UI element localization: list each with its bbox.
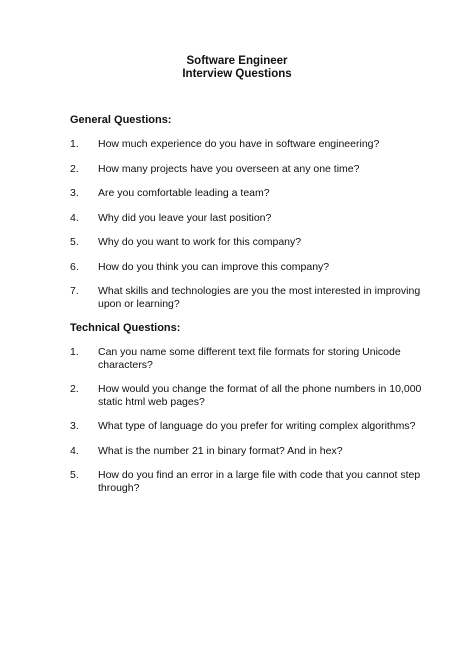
question-text: Can you name some different text file formats for storing Unicode characters? <box>98 346 401 371</box>
question-text: Why do you want to work for this company? <box>98 236 302 248</box>
technical-question-item <box>70 420 430 433</box>
technical-question-item <box>70 383 430 408</box>
question-number: 3. <box>70 187 79 199</box>
general-question-item <box>70 261 430 274</box>
title-line-1: Software Engineer <box>186 55 288 67</box>
question-text: Are you comfortable leading a team? <box>98 187 270 199</box>
question-number: 1. <box>70 346 79 358</box>
question-number: 3. <box>70 420 79 432</box>
technical-question-item <box>70 469 430 494</box>
question-text: What skills and technologies are you the most interested in improving upon or learning? <box>98 285 421 310</box>
question-number: 5. <box>70 236 79 248</box>
question-number: 2. <box>70 383 79 395</box>
question-text: How do you find an error in a large file with code that you cannot step through? <box>98 469 421 494</box>
question-number: 7. <box>70 285 79 297</box>
question-text: What type of language do you prefer for writing complex algorithms? <box>98 420 416 432</box>
general-question-item <box>70 236 430 249</box>
question-text: How do you think you can improve this company? <box>98 260 330 273</box>
general-question-item <box>70 285 430 310</box>
question-number: 4. <box>70 444 79 457</box>
general-questions-list <box>70 138 430 322</box>
general-questions-heading: General Questions: <box>70 114 172 126</box>
question-text: What is the number 21 in binary format? And in hex? <box>98 444 343 457</box>
question-number: 1. <box>70 138 79 150</box>
document-title <box>0 55 474 81</box>
question-text: Why did you leave your last position? <box>98 211 272 224</box>
technical-questions-heading: Technical Questions: <box>70 322 181 334</box>
technical-question-item <box>70 445 430 458</box>
technical-question-item <box>70 346 430 371</box>
question-text: How would you change the format of all the phone numbers in 10,000 static html web pages? <box>98 383 422 408</box>
technical-questions-list <box>70 346 430 506</box>
general-question-item <box>70 138 430 151</box>
general-question-item <box>70 163 430 176</box>
title-line-2: Interview Questions <box>182 68 292 80</box>
general-question-item <box>70 187 430 200</box>
question-number: 2. <box>70 162 79 175</box>
question-text: How many projects have you overseen at any one time? <box>98 162 360 175</box>
general-question-item <box>70 212 430 225</box>
question-text: How much experience do you have in software engineering? <box>98 138 380 150</box>
question-number: 4. <box>70 211 79 224</box>
question-number: 6. <box>70 260 79 273</box>
question-number: 5. <box>70 469 79 481</box>
